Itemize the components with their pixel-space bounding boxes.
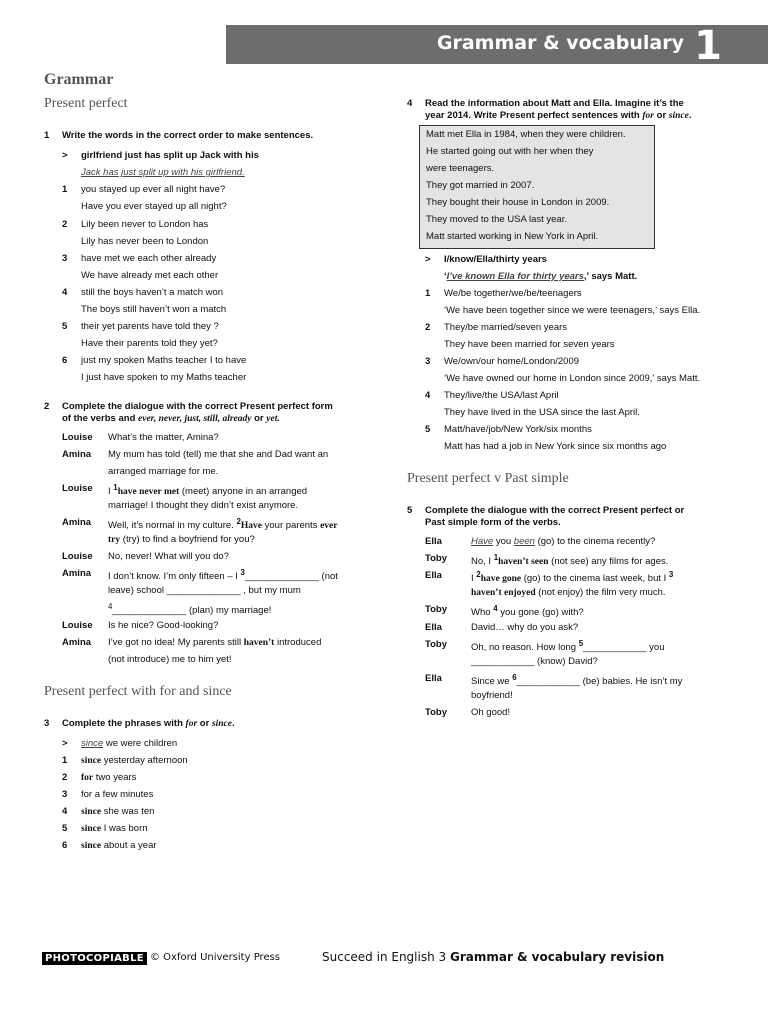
dialogue-line: (not introduce) me to him yet! bbox=[108, 654, 232, 665]
item-number: 1 bbox=[62, 184, 68, 195]
dialogue-line: leave) school ______________ , but my mum bbox=[108, 585, 301, 596]
item-number: 2 bbox=[62, 219, 68, 230]
item-number: 4 bbox=[425, 390, 431, 401]
item-number: 1 bbox=[425, 288, 431, 299]
item-question: They/be married/seven years bbox=[444, 322, 568, 333]
speaker-toby: Toby bbox=[425, 604, 447, 615]
example-answer: Jack has just split up with his girlfriend. bbox=[81, 167, 245, 178]
item-question: They/live/the USA/last April bbox=[444, 390, 559, 401]
info-line: They got married in 2007. bbox=[426, 180, 535, 191]
exercise-number: 1 bbox=[44, 130, 50, 141]
dialogue-line: Since we $^6$____________ (be) babies. He isn’t my bbox=[471, 673, 683, 688]
speaker-amina: Amina bbox=[62, 449, 92, 460]
item-number: 4 bbox=[62, 806, 68, 817]
info-line: were teenagers. bbox=[426, 163, 495, 174]
example-question: girlfriend just has split up Jack with his bbox=[81, 150, 259, 161]
dialogue-line: Well, it’s normal in my culture. $^2$Have your parents ever bbox=[108, 517, 338, 532]
item-question: We/be together/we/be/teenagers bbox=[444, 288, 582, 299]
item-question: still the boys haven’t a match won bbox=[81, 287, 224, 298]
example-answer: ‘I’ve known Ella for thirty years,’ says Matt. bbox=[444, 271, 638, 282]
item-question: Lily been never to London has bbox=[81, 219, 209, 230]
dialogue-line: Oh good! bbox=[471, 707, 511, 718]
exercise-instruction-line2: Past simple form of the verbs. bbox=[425, 517, 561, 528]
item-question: just my spoken Maths teacher I to have bbox=[81, 355, 247, 366]
item-number: 3 bbox=[425, 356, 431, 367]
info-box bbox=[419, 125, 655, 249]
item-line: for a few minutes bbox=[81, 789, 154, 800]
item-line: since about a year bbox=[81, 840, 157, 851]
speaker-ella: Ella bbox=[425, 673, 442, 684]
exercise-instruction: Read the information about Matt and Ella. Imagine it’s the bbox=[425, 98, 684, 109]
info-line: Matt started working in New York in April. bbox=[426, 231, 599, 242]
item-number: 5 bbox=[62, 321, 68, 332]
dialogue-line: Have you been (go) to the cinema recently? bbox=[471, 536, 656, 547]
item-answer: Matt has had a job in New York since six months ago bbox=[444, 441, 667, 452]
dialogue-line: I $^1$have never met (meet) anyone in an arranged bbox=[108, 483, 308, 498]
dialogue-line: I don’t know. I’m only fifteen – I $^3$______________ (not bbox=[108, 568, 338, 583]
section-title: Grammar bbox=[44, 71, 114, 88]
dialogue-line: marriage! I thought they didn’t exist anymore. bbox=[108, 500, 299, 511]
dialogue-line: I’ve got no idea! My parents still haven’t introduced bbox=[108, 637, 322, 648]
dialogue-line: $^4$______________ (plan) my marriage! bbox=[108, 602, 272, 617]
item-number: 6 bbox=[62, 355, 68, 366]
item-answer: Lily has never been to London bbox=[81, 236, 209, 247]
item-line: since she was ten bbox=[81, 806, 155, 817]
exercise-instruction: Complete the phrases with for or since. bbox=[62, 718, 235, 729]
exercise-number: 2 bbox=[44, 401, 50, 412]
speaker-ella: Ella bbox=[425, 536, 442, 547]
item-answer: They have been married for seven years bbox=[444, 339, 615, 350]
item-number: 6 bbox=[62, 840, 68, 851]
unit-number: 1 bbox=[694, 23, 722, 69]
item-number: 1 bbox=[62, 755, 68, 766]
copyright-text: © Oxford University Press bbox=[150, 952, 281, 963]
info-line: He started going out with her when they bbox=[426, 146, 594, 157]
item-number: 2 bbox=[62, 772, 68, 783]
item-number: 3 bbox=[62, 253, 68, 264]
dialogue-line: arranged marriage for me. bbox=[108, 466, 219, 477]
book-title: Succeed in English 3 Grammar & vocabulary revision bbox=[322, 950, 665, 964]
item-question: have met we each other already bbox=[81, 253, 217, 264]
dialogue-line: David… why do you ask? bbox=[471, 622, 579, 633]
speaker-toby: Toby bbox=[425, 707, 447, 718]
exercise-instruction-line2: of the verbs and ever, never, just, still, already or yet. bbox=[62, 413, 280, 424]
dialogue-line: ____________ (know) David? bbox=[471, 656, 598, 667]
subsection-present-perfect: Present perfect bbox=[44, 96, 128, 111]
item-answer: Have you ever stayed up all night? bbox=[81, 201, 227, 212]
info-line: They moved to the USA last year. bbox=[426, 214, 567, 225]
info-line: They bought their house in London in 2009. bbox=[426, 197, 610, 208]
dialogue-line: try (try) to find a boyfriend for you? bbox=[108, 534, 255, 545]
subsection-present-past: Present perfect v Past simple bbox=[407, 471, 569, 486]
speaker-amina: Amina bbox=[62, 517, 92, 528]
exercise-instruction: Complete the dialogue with the correct Present perfect form bbox=[62, 401, 333, 412]
item-answer: They have lived in the USA since the last April. bbox=[444, 407, 640, 418]
dialogue-line: Is he nice? Good-looking? bbox=[108, 620, 219, 631]
item-line: since yesterday afternoon bbox=[81, 755, 188, 766]
example-marker: > bbox=[425, 254, 431, 265]
dialogue-line: My mum has told (tell) me that she and Dad want an bbox=[108, 449, 329, 460]
photocopiable-badge: PHOTOCOPIABLE bbox=[42, 952, 147, 965]
speaker-ella: Ella bbox=[425, 622, 442, 633]
item-number: 5 bbox=[425, 424, 431, 435]
example-marker: > bbox=[62, 738, 68, 749]
speaker-amina: Amina bbox=[62, 568, 92, 579]
exercise-number: 3 bbox=[44, 718, 50, 729]
exercise-instruction-line2: year 2014. Write Present perfect sentences with for or since. bbox=[425, 110, 692, 121]
exercise-number: 4 bbox=[407, 98, 413, 109]
item-number: 5 bbox=[62, 823, 68, 834]
item-question: Matt/have/job/New York/six months bbox=[444, 424, 592, 435]
dialogue-line: What’s the matter, Amina? bbox=[108, 432, 219, 443]
item-number: 3 bbox=[62, 789, 68, 800]
dialogue-line: Who $^4$ you gone (go) with? bbox=[471, 604, 584, 619]
speaker-toby: Toby bbox=[425, 639, 447, 650]
item-number: 4 bbox=[62, 287, 68, 298]
dialogue-line: haven’t enjoyed (not enjoy) the film very much. bbox=[471, 587, 666, 598]
example-line: since we were children bbox=[81, 738, 178, 749]
dialogue-line: No, never! What will you do? bbox=[108, 551, 229, 562]
speaker-louise: Louise bbox=[62, 620, 93, 631]
info-line: Matt met Ella in 1984, when they were children. bbox=[426, 129, 626, 140]
header-title: Grammar & vocabulary bbox=[436, 32, 684, 54]
exercise-instruction: Complete the dialogue with the correct Present perfect or bbox=[425, 505, 685, 516]
dialogue-line: boyfriend! bbox=[471, 690, 513, 701]
item-line: for two years bbox=[81, 772, 137, 783]
dialogue-line: Oh, no reason. How long $^5$____________ you bbox=[471, 639, 665, 654]
speaker-toby: Toby bbox=[425, 553, 447, 564]
exercise-instruction: Write the words in the correct order to make sentences. bbox=[62, 130, 314, 141]
item-answer: The boys still haven’t won a match bbox=[81, 304, 227, 315]
example-marker: > bbox=[62, 150, 68, 161]
speaker-amina: Amina bbox=[62, 637, 92, 648]
item-question: you stayed up ever all night have? bbox=[81, 184, 226, 195]
exercise-number: 5 bbox=[407, 505, 413, 516]
item-answer: We have already met each other bbox=[81, 270, 219, 281]
item-line: since I was born bbox=[81, 823, 148, 834]
item-answer: ‘We have owned our home in London since 2009,’ says Matt. bbox=[444, 373, 701, 384]
example-question: I/know/Ella/thirty years bbox=[444, 254, 547, 265]
subsection-for-since: Present perfect with for and since bbox=[44, 684, 232, 699]
dialogue-line: No, I $^1$haven’t seen (not see) any films for ages. bbox=[471, 553, 669, 568]
speaker-louise: Louise bbox=[62, 551, 93, 562]
item-question: their yet parents have told they ? bbox=[81, 321, 219, 332]
item-answer: I just have spoken to my Maths teacher bbox=[81, 372, 247, 383]
speaker-louise: Louise bbox=[62, 432, 93, 443]
header-banner bbox=[226, 23, 768, 69]
dialogue-line: I $^2$have gone (go) to the cinema last week, but I $^3$ bbox=[471, 570, 674, 585]
item-number: 2 bbox=[425, 322, 431, 333]
item-question: We/own/our home/London/2009 bbox=[444, 356, 580, 367]
item-answer: ‘We have been together since we were teenagers,’ says Ella. bbox=[444, 305, 701, 316]
speaker-louise: Louise bbox=[62, 483, 93, 494]
speaker-ella: Ella bbox=[425, 570, 442, 581]
item-answer: Have their parents told they yet? bbox=[81, 338, 218, 349]
